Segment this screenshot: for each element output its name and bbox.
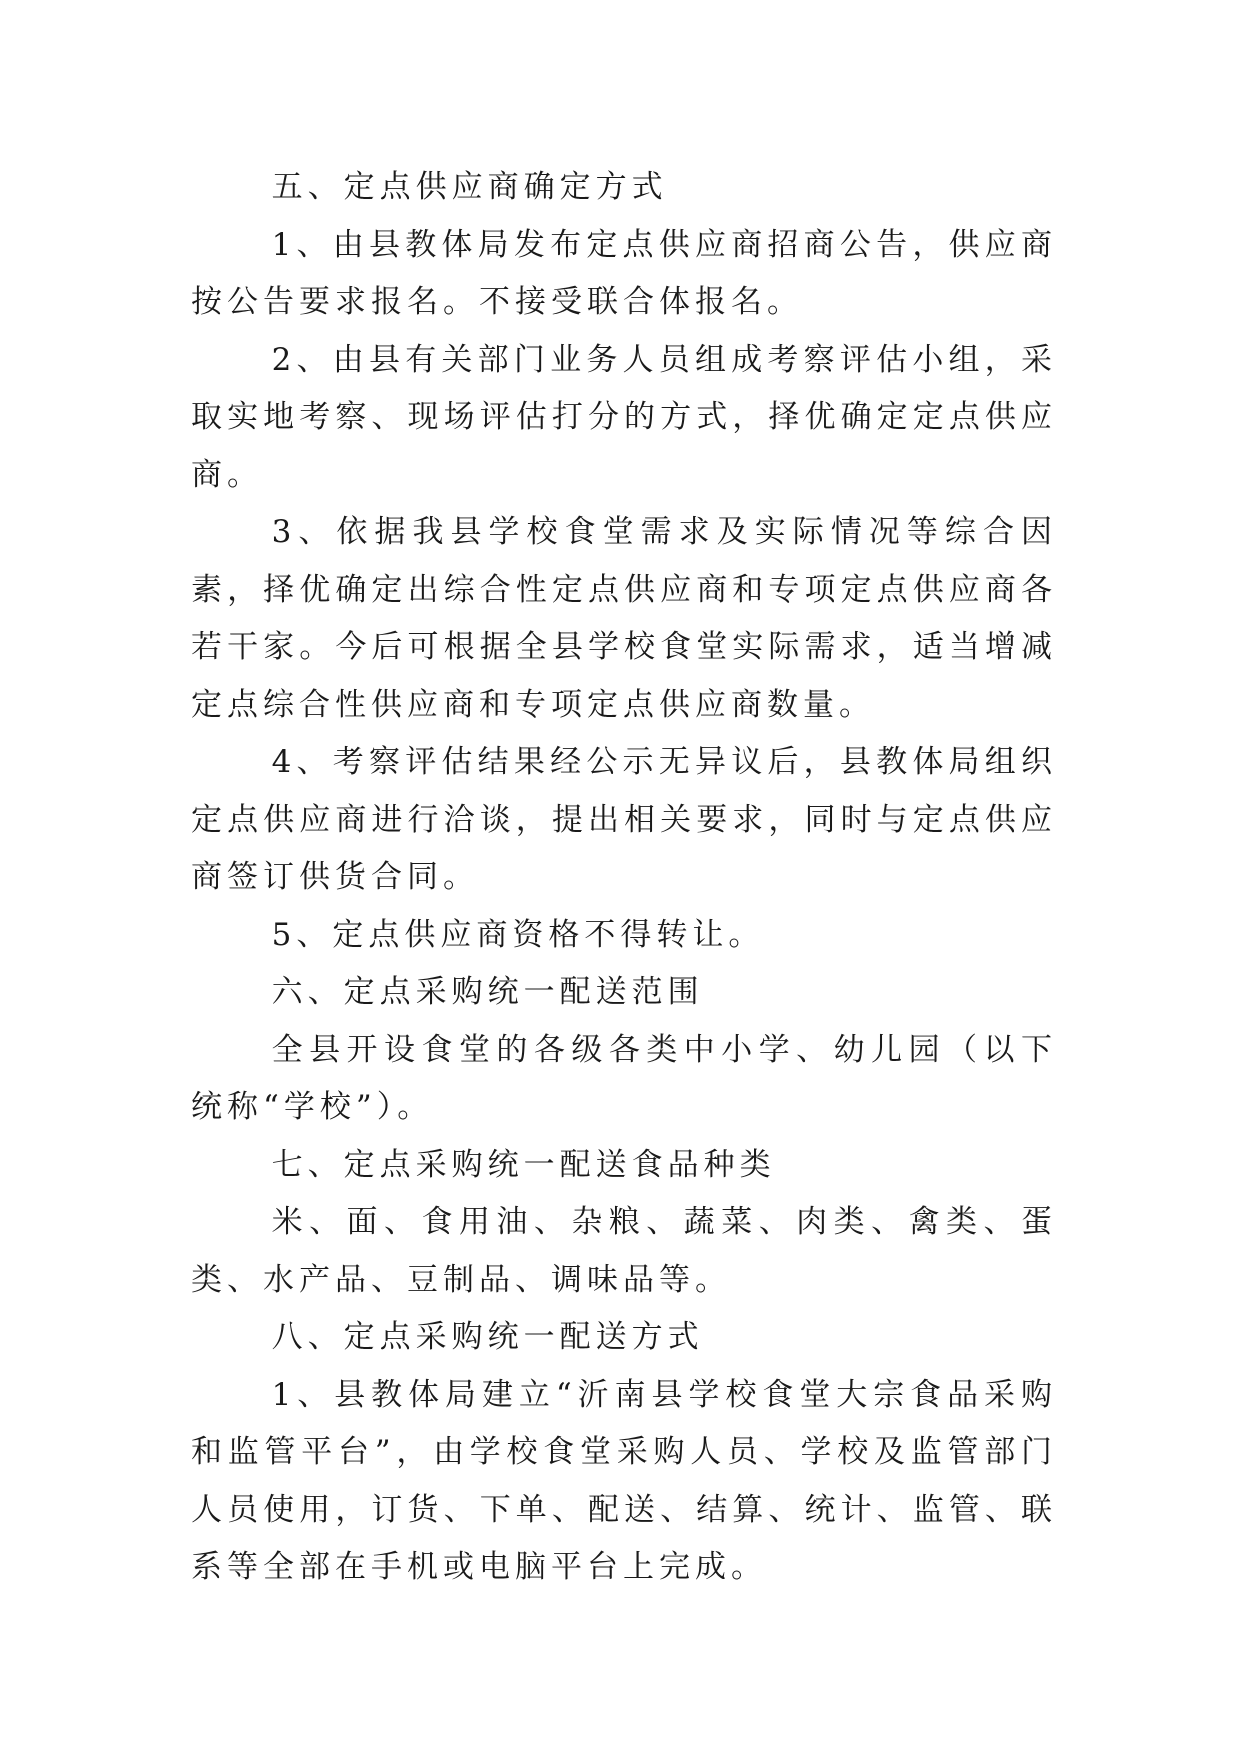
section-heading-8: 八、定点采购统一配送方式 [271, 1319, 704, 1355]
paragraph-8-1: 1、县教体局建立“沂南县学校食堂大宗食品采购和监管平台”，由学校食堂采购人员、学校及监管部门人员使用，订货、下单、配送、结算、统计、监管、联系等全部在手机或电脑平台上完成。 [191, 1376, 1057, 1585]
paragraph-6-body: 全县开设食堂的各级各类中小学、幼儿园（以下统称“学校”）。 [191, 1031, 1057, 1125]
section-heading-7: 七、定点采购统一配送食品种类 [271, 1146, 776, 1183]
section-heading-6: 六、定点采购统一配送范围 [271, 974, 704, 1010]
paragraph-5-3: 3、依据我县学校食堂需求及实际情况等综合因素，择优确定出综合性定点供应商和专项定点供应商各若干家。今后可根据全县学校食堂实际需求，适当增减定点综合性供应商和专项定点供应商数量。 [191, 514, 1057, 723]
paragraph-5-1: 1、由县教体局发布定点供应商招商公告，供应商按公告要求报名。不接受联合体报名。 [191, 226, 1057, 320]
document-body [191, 159, 1057, 1597]
paragraph-5-5: 5、定点供应商资格不得转让。 [271, 916, 765, 953]
section-heading-5: 五、定点供应商确定方式 [271, 169, 668, 205]
paragraph-7-body: 米、面、食用油、杂粮、蔬菜、肉类、禽类、蛋类、水产品、豆制品、调味品等。 [191, 1204, 1057, 1298]
paragraph-5-2: 2、由县有关部门业务人员组成考察评估小组，采取实地考察、现场评估打分的方式，择优确定定点供应商。 [191, 341, 1057, 493]
paragraph-5-4: 4、考察评估结果经公示无异议后，县教体局组织定点供应商进行洽谈，提出相关要求，同时与定点供应商签订供货合同。 [191, 744, 1057, 895]
